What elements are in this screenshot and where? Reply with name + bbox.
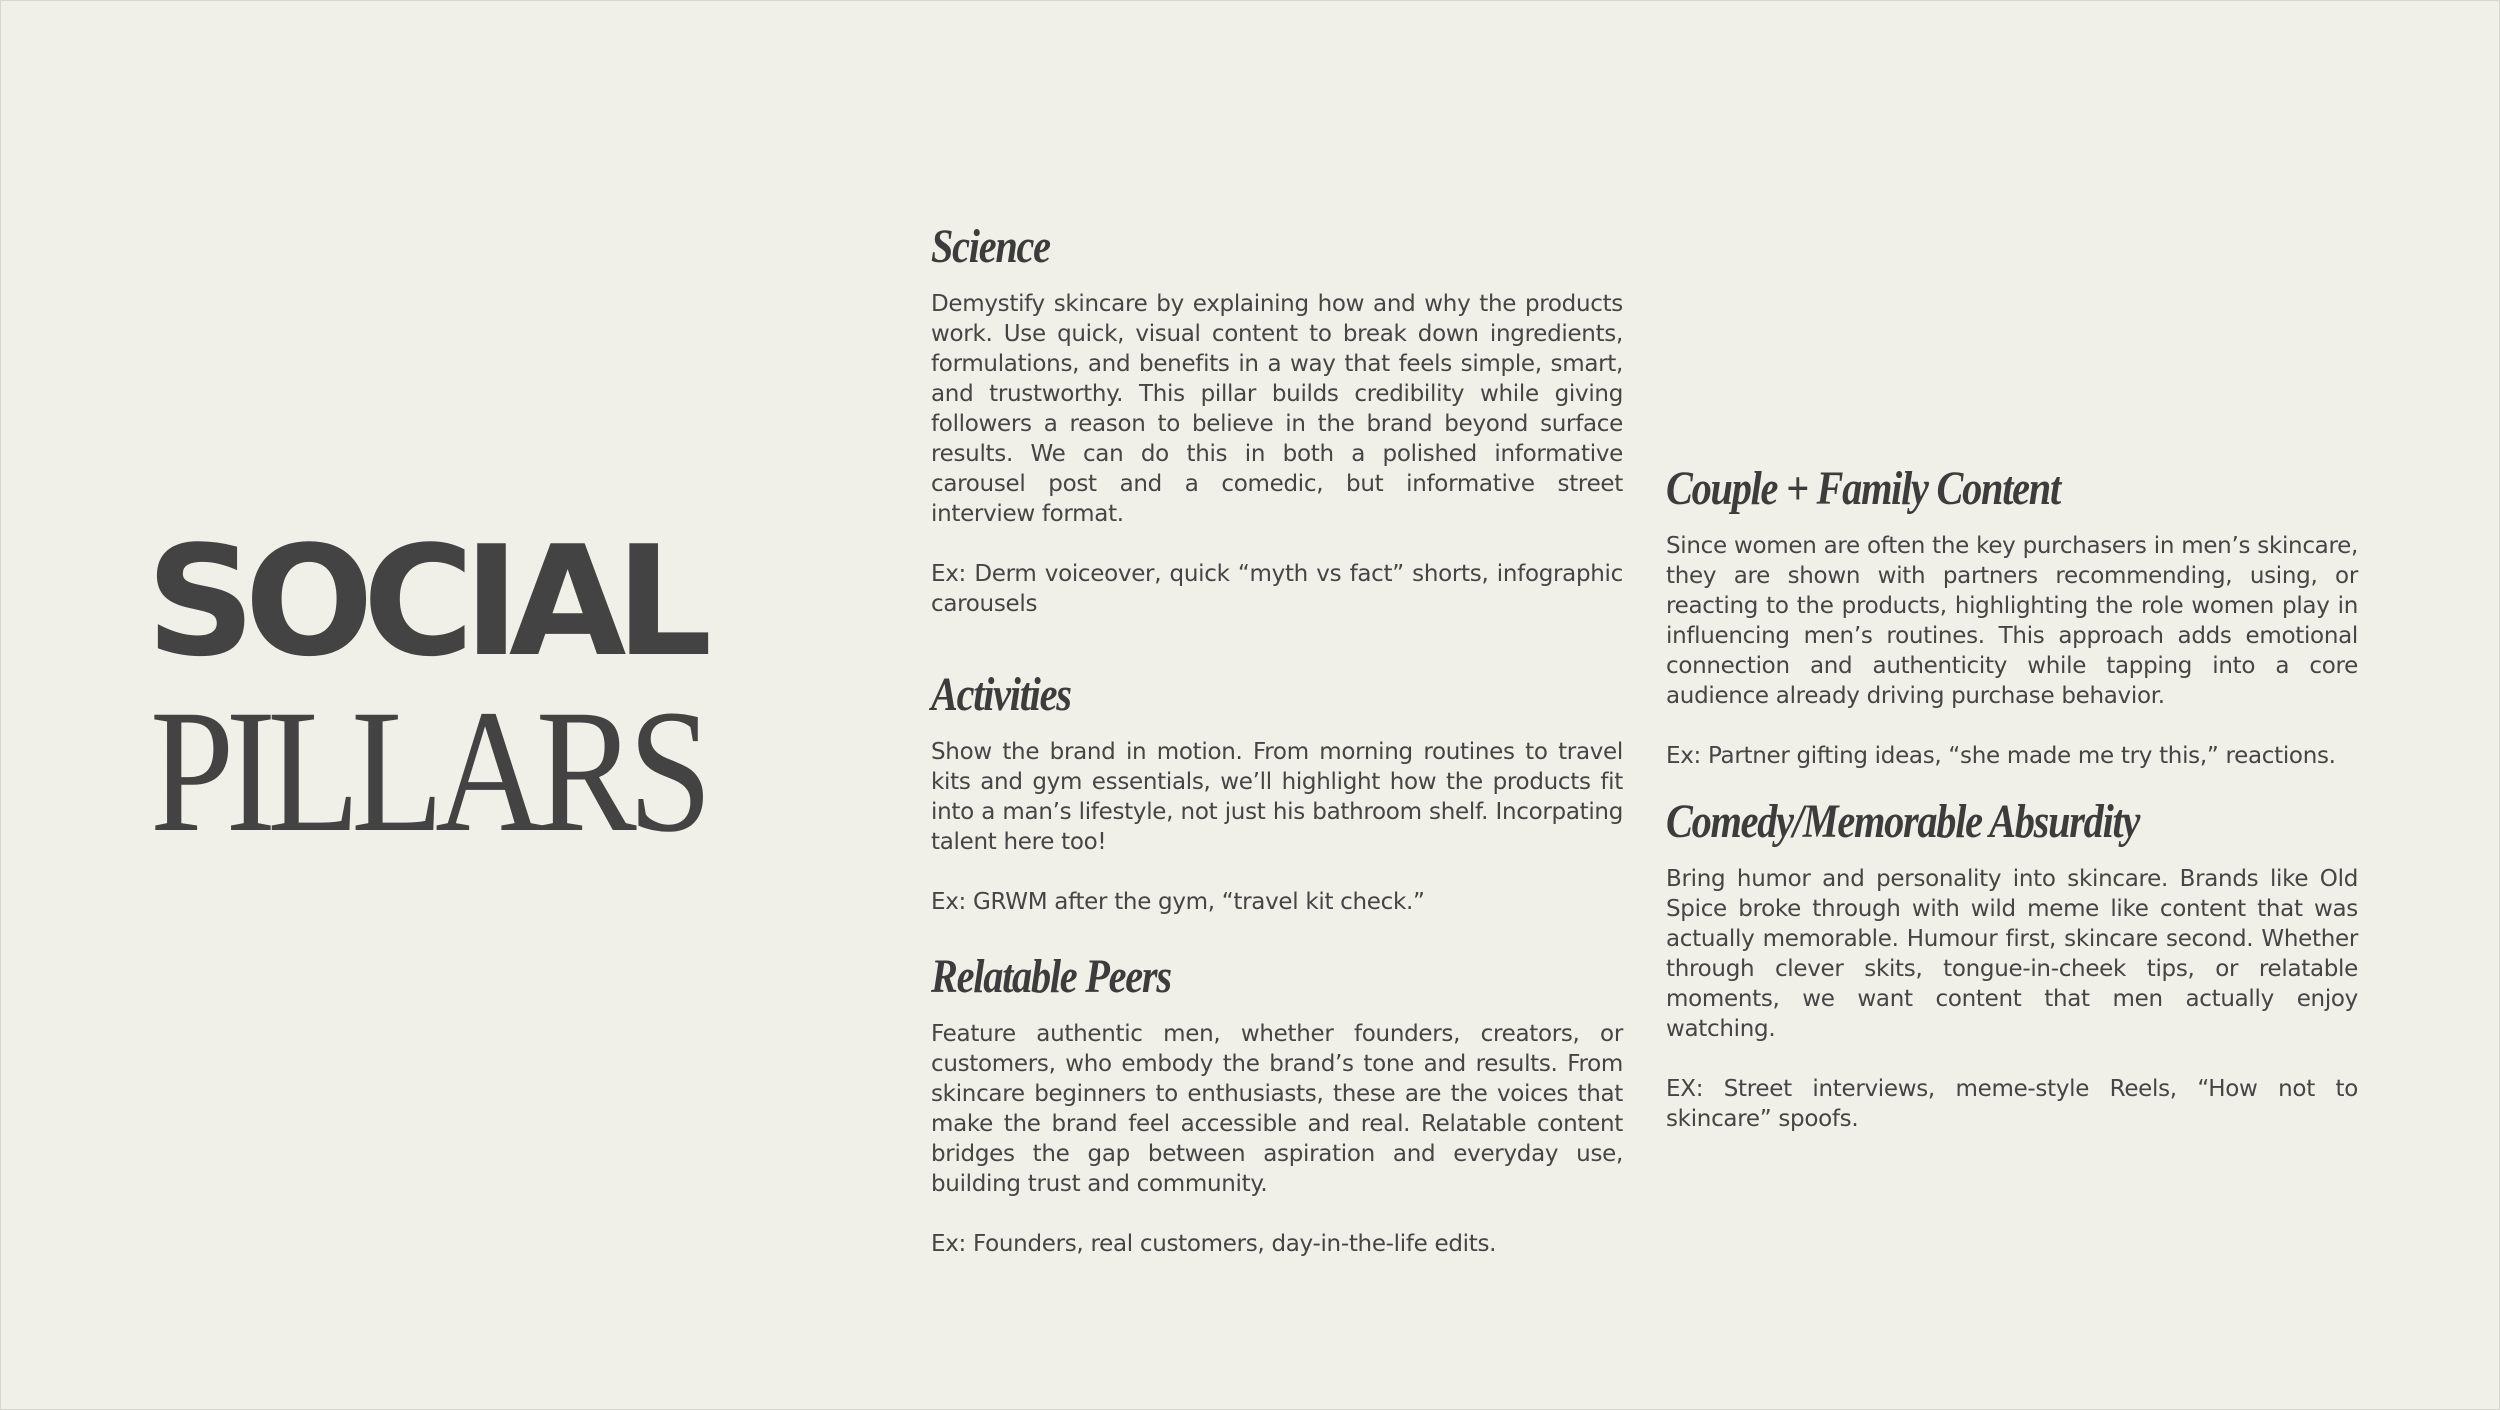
pillar-description: Demystify skincare by explaining how and why the products work. Use quick, visual content to break down ingredients, formulations, and benefits in a way that feels simple, smart, and trustworthy. This pillar builds credibility while giving followers a reason to believe in the brand beyond surface results. We can do this in both a polished informative carousel post and a comedic, but informative street interview format. bbox=[931, 291, 1623, 527]
pillar-description: Bring humor and personality into skincare. Brands like Old Spice broke through with wild meme like content that was actually memorable. Humour first, skincare second. Whether through clever skits, tongue-in-cheek tips, or relatable moments, we want content that men actually enjoy watching. bbox=[1666, 866, 2358, 1042]
pillar-activities bbox=[931, 668, 1623, 917]
hero-title-line-social: SOCIAL bbox=[146, 513, 702, 690]
pillar-example: Ex: Partner gifting ideas, “she made me try this,” reactions. bbox=[1666, 743, 2336, 769]
pillar-title: Relatable Peers bbox=[931, 950, 1171, 1003]
pillar-relatable-peers bbox=[931, 950, 1623, 1259]
hero-title bbox=[146, 513, 766, 869]
pillar-example: EX: Street interviews, meme-style Reels, “How not to skincare” spoofs. bbox=[1666, 1076, 2358, 1132]
pillar-description: Feature authentic men, whether founders, creators, or customers, who embody the brand’s tone and results. From skincare beginners to enthusiasts, these are the voices that make the brand feel accessible and real. Relatable content bridges the gap between aspiration and everyday use, building trust and community. bbox=[931, 1021, 1623, 1197]
pillar-example: Ex: Founders, real customers, day-in-the-life edits. bbox=[931, 1231, 1497, 1257]
pillar-description: Since women are often the key purchasers in men’s skincare, they are shown with partners recommending, using, or reacting to the products, highlighting the role women play in influencing men’s routines. This approach adds emotional connection and authenticity while tapping into a core audience already driving purchase behavior. bbox=[1666, 533, 2358, 709]
pillar-couple-family bbox=[1666, 462, 2358, 771]
pillar-title: Couple + Family Content bbox=[1666, 462, 2060, 515]
pillar-comedy bbox=[1666, 795, 2358, 1134]
pillar-example: Ex: GRWM after the gym, “travel kit check.” bbox=[931, 889, 1425, 915]
pillar-science bbox=[931, 220, 1623, 619]
pillar-title: Comedy/Memorable Absurdity bbox=[1666, 795, 2140, 848]
pillar-description: Show the brand in motion. From morning routines to travel kits and gym essentials, we’ll highlight how the products fit into a man’s lifestyle, not just his bathroom shelf. Incorpating talent here too! bbox=[931, 739, 1623, 855]
pillar-example: Ex: Derm voiceover, quick “myth vs fact” shorts, infographic carousels bbox=[931, 561, 1623, 617]
pillar-title: Activities bbox=[931, 668, 1071, 721]
pillar-title: Science bbox=[931, 220, 1050, 273]
hero-title-line-pillars: PILLARS bbox=[150, 674, 704, 869]
